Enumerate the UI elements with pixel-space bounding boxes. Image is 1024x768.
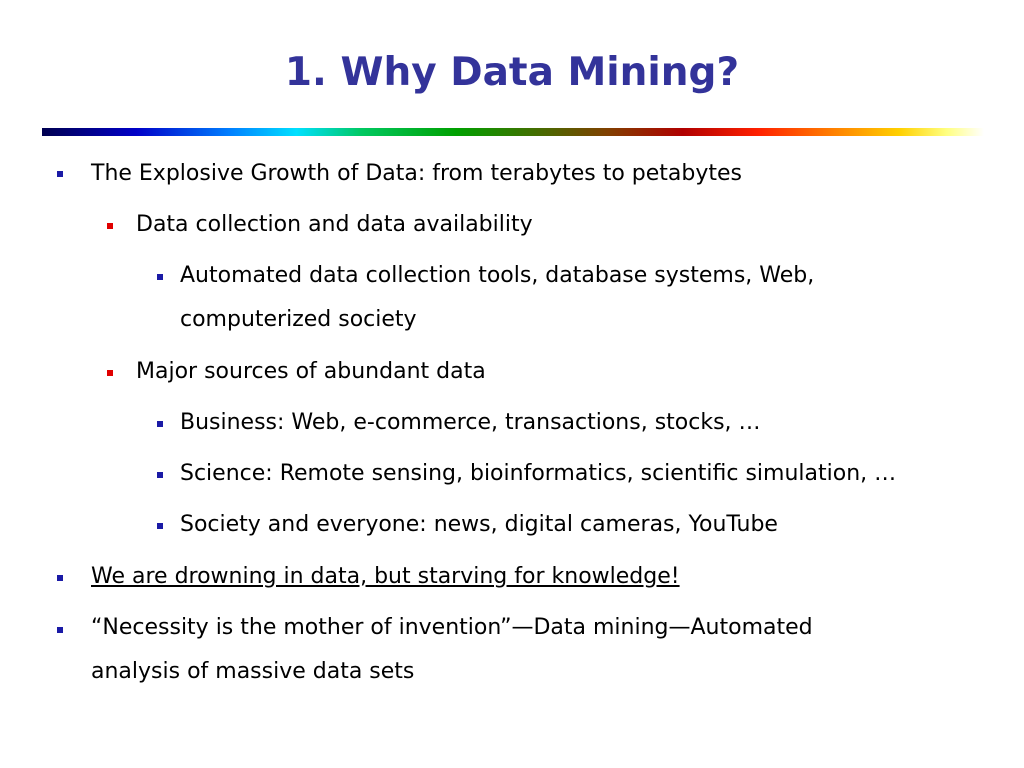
bullet-marker-icon bbox=[107, 223, 113, 229]
bullet-item: The Explosive Growth of Data: from terabytes to petabytes bbox=[91, 161, 743, 186]
bullet-item-continuation: analysis of massive data sets bbox=[91, 659, 415, 684]
bullet-item: Data collection and data availability bbox=[136, 212, 533, 237]
bullet-item: Science: Remote sensing, bioinformatics, scientific simulation, … bbox=[180, 461, 897, 486]
bullet-marker-icon bbox=[57, 627, 63, 633]
bullet-item: Business: Web, e-commerce, transactions, stocks, … bbox=[180, 410, 761, 435]
bullet-marker-icon bbox=[57, 575, 63, 581]
bullet-item: “Necessity is the mother of invention”—Data mining—Automated bbox=[91, 615, 813, 640]
bullet-marker-icon bbox=[57, 171, 63, 177]
bullet-marker-icon bbox=[157, 472, 163, 478]
bullet-item-continuation: computerized society bbox=[180, 307, 417, 332]
bullet-item: Major sources of abundant data bbox=[136, 359, 486, 384]
bullet-marker-icon bbox=[157, 523, 163, 529]
bullet-marker-icon bbox=[157, 421, 163, 427]
bullet-item: Society and everyone: news, digital cameras, YouTube bbox=[180, 512, 778, 537]
bullet-item-emphasis: We are drowning in data, but starving for knowledge! bbox=[91, 564, 680, 589]
bullet-marker-icon bbox=[157, 274, 163, 280]
slide-title: 1. Why Data Mining? bbox=[284, 50, 740, 95]
bullet-item: Automated data collection tools, database systems, Web, bbox=[180, 263, 815, 288]
bullet-marker-icon bbox=[107, 370, 113, 376]
